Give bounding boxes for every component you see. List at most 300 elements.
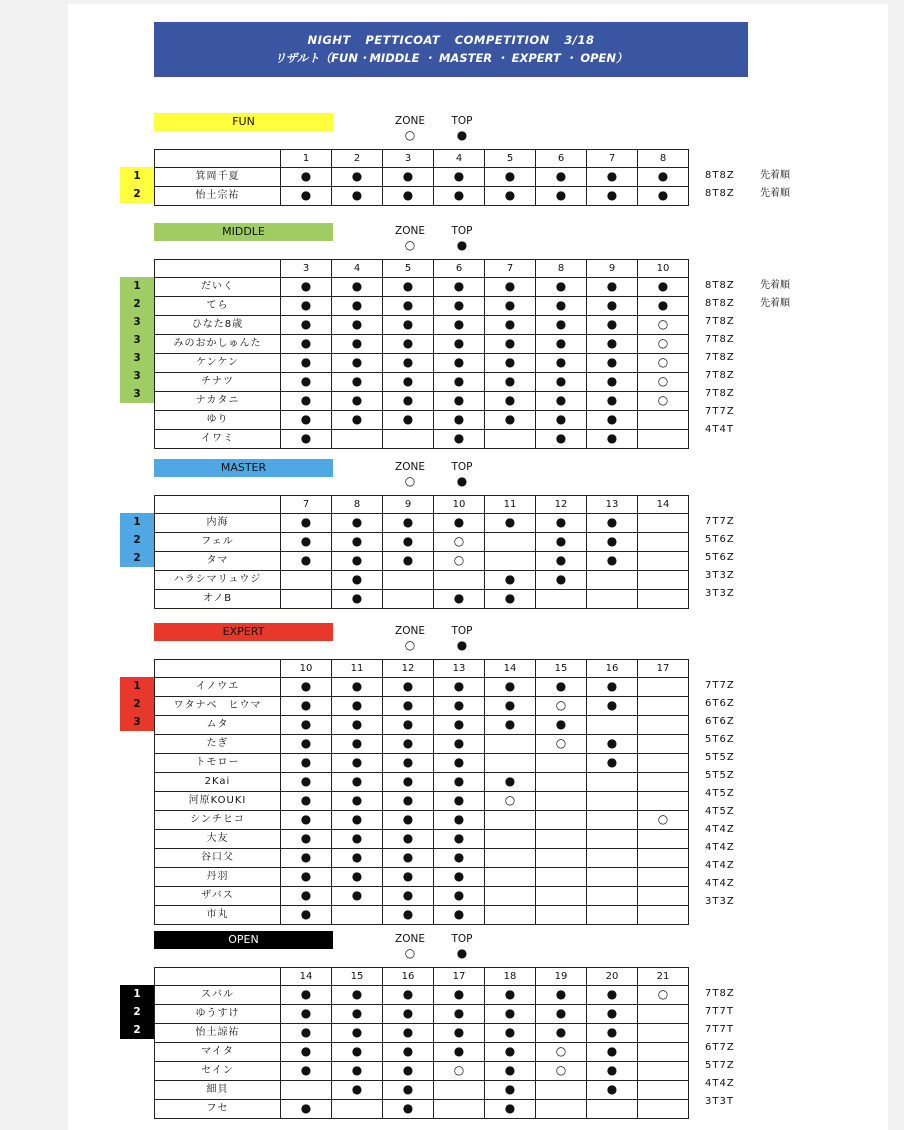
top-mark: ● [555,1025,567,1039]
top-mark: ● [402,1025,414,1039]
result-cell [383,297,434,316]
top-mark: ● [606,679,618,693]
result-cell [536,1081,587,1100]
top-mark: ● [555,717,567,731]
top-mark: ● [453,793,465,807]
competitor-name: タマ [155,552,281,571]
top-mark: ● [555,169,567,183]
competitor-name: 市丸 [155,906,281,925]
result-cell [383,552,434,571]
result-cell [281,906,332,925]
top-mark: ● [351,553,363,567]
table-row [155,1024,689,1043]
competitor-name: シンチヒコ [155,811,281,830]
zone-mark: ○ [657,812,669,826]
result-cell [587,792,638,811]
rank-badge: 1 [120,167,154,185]
score-text: 8T8Z [705,170,735,181]
result-cell [281,1062,332,1081]
top-mark: ● [300,1063,312,1077]
top-mark: ● [402,987,414,1001]
result-cell [281,1005,332,1024]
result-cell [485,830,536,849]
score-text: 7T8Z [705,370,735,381]
result-cell [281,411,332,430]
score-text: 7T7Z [705,680,735,691]
top-mark: ● [606,553,618,567]
competitor-name: ザバス [155,887,281,906]
legend-top-fun [442,113,482,143]
rank-badge: 3 [120,331,154,349]
result-cell [332,590,383,609]
result-cell [485,754,536,773]
table-row [155,1081,689,1100]
top-mark: ● [504,1044,516,1058]
top-mark: ● [504,374,516,388]
header-blank-cell [155,968,281,986]
result-cell [332,187,383,206]
top-mark: ● [504,393,516,407]
competitor-name: たぎ [155,735,281,754]
top-mark: ● [453,355,465,369]
top-mark: ● [402,907,414,921]
result-cell [281,697,332,716]
top-mark: ● [351,1006,363,1020]
top-mark: ● [453,717,465,731]
score-text: 4T4Z [705,878,735,889]
top-mark: ● [453,591,465,605]
top-mark: ● [300,888,312,902]
result-cell [638,571,689,590]
result-cell [587,392,638,411]
result-cell [281,278,332,297]
legend-top-symbol: ● [456,238,468,252]
score-text: 5T6Z [705,534,735,545]
top-mark: ● [504,591,516,605]
top-mark: ● [606,987,618,1001]
top-mark: ● [351,987,363,1001]
top-mark: ● [453,831,465,845]
result-cell [587,1005,638,1024]
result-cell [485,1081,536,1100]
score-text: 7T8Z [705,334,735,345]
top-mark: ● [606,1063,618,1077]
result-cell [638,411,689,430]
score-text: 5T6Z [705,552,735,563]
top-mark: ● [300,534,312,548]
top-mark: ● [351,793,363,807]
competitor-name: 怡土宗祐 [155,187,281,206]
problem-number: 5 [383,260,434,278]
table-row [155,792,689,811]
legend-top-label: TOP [451,115,473,127]
top-mark: ● [300,355,312,369]
top-mark: ● [402,1082,414,1096]
top-mark: ● [555,298,567,312]
score-text: 6T7Z [705,1042,735,1053]
problem-number: 18 [485,968,536,986]
competitor-name: 怡土諒祐 [155,1024,281,1043]
result-cell [281,1024,332,1043]
top-mark: ● [351,336,363,350]
rank-badge: 1 [120,513,154,531]
problem-number: 3 [281,260,332,278]
result-cell [332,986,383,1005]
result-cell [638,868,689,887]
result-cell [485,316,536,335]
result-cell [485,986,536,1005]
top-mark: ● [606,355,618,369]
top-mark: ● [300,1101,312,1115]
result-cell [332,1100,383,1119]
rank-badge: 3 [120,349,154,367]
result-cell [485,430,536,449]
rank-badge: 3 [120,367,154,385]
result-cell [587,716,638,735]
result-cell [485,1062,536,1081]
top-mark: ● [300,774,312,788]
problem-number: 7 [587,150,638,168]
table-row [155,552,689,571]
legend-top-symbol: ● [456,946,468,960]
table-row [155,533,689,552]
zone-mark: ○ [555,736,567,750]
result-cell [587,754,638,773]
result-cell [434,514,485,533]
legend-top-symbol: ● [456,638,468,652]
result-cell [587,590,638,609]
result-cell [587,773,638,792]
results-table-master [154,495,689,609]
top-mark: ● [351,1044,363,1058]
problem-number-row [155,496,689,514]
result-cell [383,316,434,335]
result-cell [332,373,383,392]
result-cell [332,430,383,449]
result-cell [434,811,485,830]
result-cell [383,792,434,811]
result-cell [536,187,587,206]
score-text: 5T7Z [705,1060,735,1071]
top-mark: ● [453,850,465,864]
table-row [155,716,689,735]
rank-badge: 2 [120,695,154,713]
result-cell [638,792,689,811]
problem-number: 7 [485,260,536,278]
legend-zone-master [390,459,430,489]
result-cell [332,887,383,906]
top-mark: ● [453,515,465,529]
result-cell [587,1043,638,1062]
problem-number: 4 [434,150,485,168]
result-cell [383,168,434,187]
result-cell [638,716,689,735]
tiebreak-note: 先着順 [760,298,790,309]
zone-mark: ○ [657,317,669,331]
competitor-name: ナカタニ [155,392,281,411]
top-mark: ● [300,987,312,1001]
top-mark: ● [351,515,363,529]
legend-zone-symbol: ○ [404,238,416,252]
top-mark: ● [504,515,516,529]
result-cell [434,392,485,411]
table-row [155,1100,689,1119]
score-text: 7T8Z [705,388,735,399]
result-cell [434,849,485,868]
result-cell [638,1043,689,1062]
result-cell [638,297,689,316]
result-cell [536,1100,587,1119]
result-cell [383,697,434,716]
result-cell [536,849,587,868]
problem-number: 12 [383,660,434,678]
result-cell [638,1024,689,1043]
result-cell [587,297,638,316]
result-cell [281,811,332,830]
top-mark: ● [402,553,414,567]
top-mark: ● [606,317,618,331]
top-mark: ● [606,698,618,712]
top-mark: ● [453,987,465,1001]
top-mark: ● [402,698,414,712]
result-cell [434,716,485,735]
table-row [155,316,689,335]
top-mark: ● [606,1006,618,1020]
score-text: 5T6Z [705,734,735,745]
result-cell [332,792,383,811]
table-row [155,354,689,373]
result-cell [383,278,434,297]
result-cell [434,1005,485,1024]
result-cell [383,430,434,449]
problem-number: 14 [281,968,332,986]
result-cell [434,590,485,609]
result-cell [383,1024,434,1043]
result-cell [383,571,434,590]
result-cell [332,392,383,411]
table-row [155,678,689,697]
result-cell [485,792,536,811]
top-mark: ● [504,355,516,369]
result-cell [485,168,536,187]
result-cell [485,887,536,906]
zone-mark: ○ [657,374,669,388]
result-cell [485,297,536,316]
problem-number: 8 [332,496,383,514]
top-mark: ● [351,869,363,883]
result-cell [434,533,485,552]
score-text: 4T4Z [705,860,735,871]
result-cell [587,1024,638,1043]
legend-zone-middle [390,223,430,253]
result-cell [485,1005,536,1024]
top-mark: ● [300,698,312,712]
result-cell [587,168,638,187]
result-cell [281,1100,332,1119]
result-cell [536,411,587,430]
result-cell [638,168,689,187]
category-label-fun: FUN [154,113,333,131]
top-mark: ● [555,188,567,202]
top-mark: ● [300,755,312,769]
competitor-name: 大友 [155,830,281,849]
result-cell [536,792,587,811]
result-cell [638,430,689,449]
score-text: 8T8Z [705,188,735,199]
result-cell [434,335,485,354]
top-mark: ● [300,812,312,826]
top-mark: ● [504,336,516,350]
top-mark: ● [402,317,414,331]
header-subtitle: リザルト（FUN・MIDDLE ・ MASTER ・ EXPERT ・ OPEN） [274,51,628,65]
result-cell [638,735,689,754]
table-row [155,811,689,830]
result-cell [383,187,434,206]
top-mark: ● [453,774,465,788]
result-cell [638,986,689,1005]
top-mark: ● [402,793,414,807]
top-mark: ● [351,374,363,388]
score-text: 3T3Z [705,896,735,907]
legend-top-label: TOP [451,461,473,473]
rank-badge: 2 [120,185,154,203]
tiebreak-note: 先着順 [760,280,790,291]
top-mark: ● [402,188,414,202]
top-mark: ● [300,869,312,883]
result-cell [638,697,689,716]
result-cell [281,716,332,735]
result-cell [281,187,332,206]
score-text: 8T8Z [705,280,735,291]
result-cell [332,735,383,754]
problem-number: 15 [332,968,383,986]
table-row [155,187,689,206]
legend-zone-symbol: ○ [404,638,416,652]
result-cell [281,773,332,792]
top-mark: ● [504,774,516,788]
top-mark: ● [402,1063,414,1077]
top-mark: ● [453,188,465,202]
problem-number: 1 [281,150,332,168]
result-cell [383,1062,434,1081]
result-cell [587,1100,638,1119]
problem-number: 10 [434,496,485,514]
top-mark: ● [351,850,363,864]
top-mark: ● [606,1025,618,1039]
top-mark: ● [555,987,567,1001]
result-cell [434,1043,485,1062]
result-cell [485,533,536,552]
score-text: 7T7Z [705,516,735,527]
problem-number: 11 [332,660,383,678]
competitor-name: スバル [155,986,281,1005]
result-cell [485,354,536,373]
top-mark: ● [504,1025,516,1039]
result-cell [383,590,434,609]
result-cell [587,697,638,716]
top-mark: ● [504,317,516,331]
legend-zone-symbol: ○ [404,474,416,488]
result-cell [281,1043,332,1062]
result-cell [281,754,332,773]
result-cell [536,1062,587,1081]
page-header [154,22,748,77]
result-cell [638,354,689,373]
category-label-master: MASTER [154,459,333,477]
top-mark: ● [657,169,669,183]
result-cell [587,571,638,590]
result-cell [332,1043,383,1062]
result-cell [434,1024,485,1043]
result-cell [587,868,638,887]
top-mark: ● [300,1006,312,1020]
score-text: 7T7Z [705,406,735,417]
top-mark: ● [555,412,567,426]
problem-number: 2 [332,150,383,168]
result-cell [332,678,383,697]
table-row [155,297,689,316]
result-cell [485,1024,536,1043]
table-row [155,590,689,609]
problem-number: 7 [281,496,332,514]
rank-badge: 2 [120,1003,154,1021]
top-mark: ● [453,679,465,693]
zone-mark: ○ [657,987,669,1001]
top-mark: ● [402,393,414,407]
table-row [155,430,689,449]
competitor-name: 谷口父 [155,849,281,868]
result-cell [332,278,383,297]
top-mark: ● [504,412,516,426]
top-mark: ● [606,298,618,312]
result-cell [638,830,689,849]
top-mark: ● [300,736,312,750]
rank-badge: 3 [120,385,154,403]
rank-badge: 3 [120,313,154,331]
top-mark: ● [606,374,618,388]
result-cell [281,297,332,316]
top-mark: ● [606,412,618,426]
problem-number: 17 [638,660,689,678]
result-cell [434,316,485,335]
result-cell [638,187,689,206]
result-cell [281,986,332,1005]
score-text: 7T7T [705,1006,734,1017]
score-text: 8T8Z [705,298,735,309]
result-cell [332,316,383,335]
table-row [155,168,689,187]
score-text: 5T5Z [705,752,735,763]
table-row [155,514,689,533]
result-cell [587,830,638,849]
competitor-name: ワタナベ ヒウマ [155,697,281,716]
top-mark: ● [606,336,618,350]
competitor-name: イワミ [155,430,281,449]
competitor-name: 箕岡千夏 [155,168,281,187]
top-mark: ● [351,888,363,902]
header-blank-cell [155,150,281,168]
result-cell [281,887,332,906]
result-cell [485,849,536,868]
top-mark: ● [504,298,516,312]
zone-mark: ○ [453,534,465,548]
rank-badge: 2 [120,1021,154,1039]
top-mark: ● [453,736,465,750]
top-mark: ● [300,850,312,864]
result-cell [587,678,638,697]
top-mark: ● [402,812,414,826]
result-cell [281,430,332,449]
